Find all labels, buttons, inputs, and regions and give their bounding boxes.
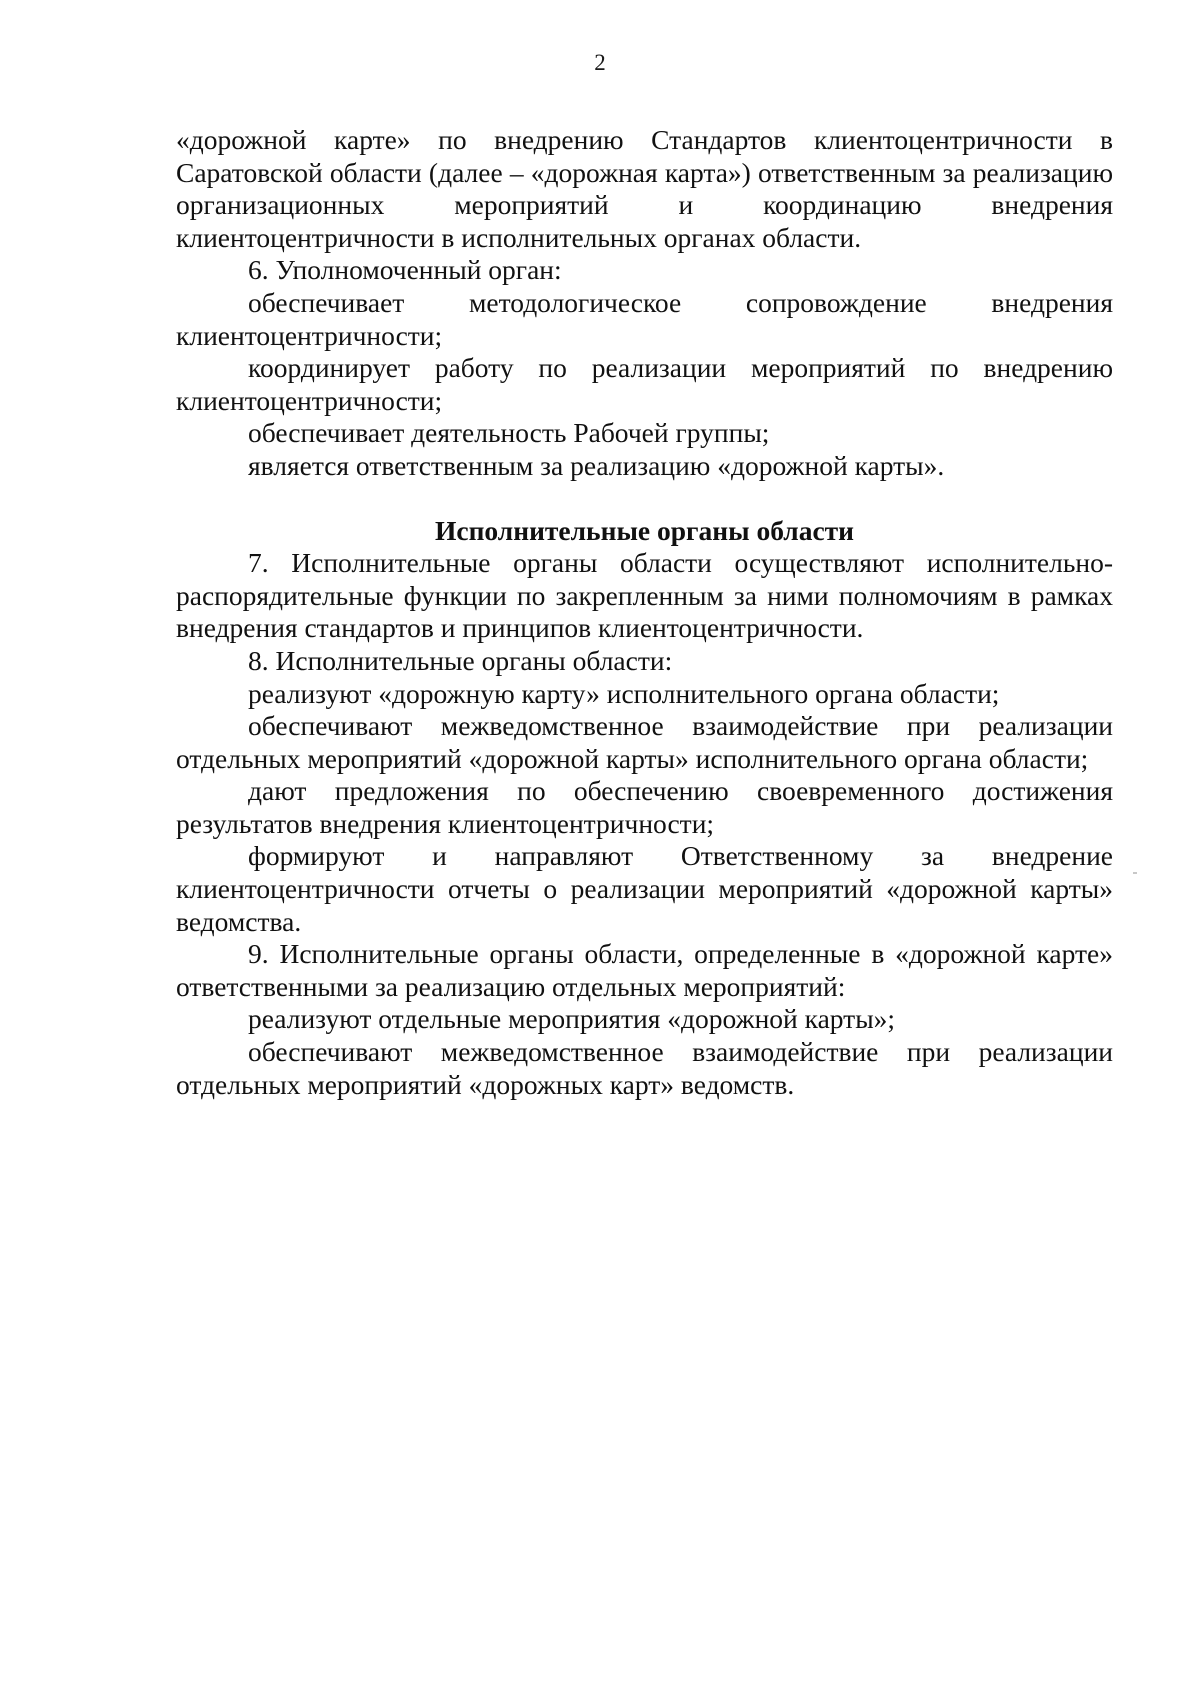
paragraph-6-clause: является ответственным за реализацию «дорожной карты». (248, 449, 945, 481)
scan-speck (1133, 872, 1137, 874)
paragraph-item-6: 6. Уполномоченный орган: (248, 254, 562, 286)
paragraph-continuation: «дорожной карте» по внедрению Стандартов клиентоцентричности в Саратовской области (далее – «дорожная карта») ответственным за реализацию организационных мероприятий и координацию внедрения клиентоцентричности в исполнительных органах области. (176, 124, 1113, 253)
paragraph-6-clause: координирует работу по реализации мероприятий по внедрению клиентоцентричности; (176, 352, 1113, 416)
paragraph-6-clause: обеспечивает методологическое сопровождение внедрения клиентоцентричности; (176, 286, 1113, 351)
paragraph-item-9: 9. Исполнительные органы области, определенные в «дорожной карте» ответственными за реализацию отдельных мероприятий: (176, 938, 1113, 1002)
paragraph-6-clause: обеспечивает деятельность Рабочей группы; (248, 417, 770, 449)
document-body (176, 124, 1113, 1101)
section-heading: Исполнительные органы области (434, 514, 855, 546)
paragraph-item-7: 7. Исполнительные органы области осуществляют исполнительно-распорядительные функции по закрепленным за ними полномочиям в рамках внедрения стандартов и принципов клиентоцентричности. (176, 547, 1113, 644)
paragraph-9-clause: реализуют отдельные мероприятия «дорожной карты»; (248, 1003, 896, 1035)
paragraph-item-8: 8. Исполнительные органы области: (248, 644, 673, 676)
paragraph-8-clause: реализуют «дорожную карту» исполнительного органа области; (248, 677, 1000, 709)
paragraph-8-clause: дают предложения по обеспечению своевременного достижения результатов внедрения клиентоцентричности; (176, 775, 1113, 839)
paragraph-8-clause: обеспечивают межведомственное взаимодействие при реализации отдельных мероприятий «дорожной карты» исполнительного органа области; (176, 710, 1113, 774)
page-number: 2 (594, 50, 606, 75)
paragraph-8-clause: формируют и направляют Ответственному за внедрение клиентоцентричности отчеты о реализации мероприятий «дорожной карты» ведомства. (176, 840, 1113, 937)
paragraph-9-clause: обеспечивают межведомственное взаимодействие при реализации отдельных мероприятий «дорожных карт» ведомств. (176, 1036, 1113, 1100)
